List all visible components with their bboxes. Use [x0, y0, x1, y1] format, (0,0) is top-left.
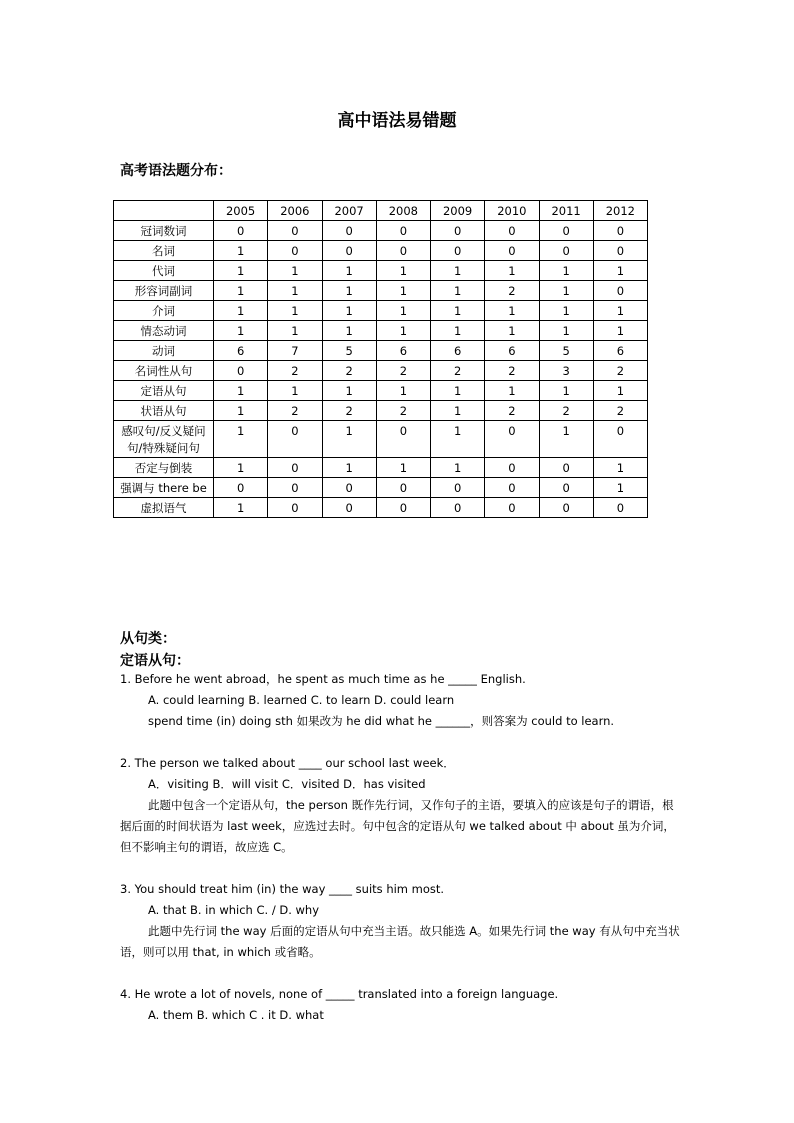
question-stem: 1. Before he went abroad，he spent as much time as he _____ English.: [120, 672, 526, 686]
count-cell: 1: [214, 381, 268, 401]
count-cell: 0: [593, 241, 647, 261]
count-cell: 1: [431, 261, 485, 281]
count-cell: 0: [593, 281, 647, 301]
count-cell: 6: [485, 341, 539, 361]
count-cell: 1: [376, 281, 430, 301]
count-cell: 2: [485, 361, 539, 381]
count-cell: 0: [431, 498, 485, 518]
count-cell: 0: [268, 241, 322, 261]
count-cell: 1: [431, 321, 485, 341]
count-cell: 0: [376, 241, 430, 261]
count-cell: 2: [539, 401, 593, 421]
count-cell: 1: [539, 321, 593, 341]
count-cell: 0: [322, 498, 376, 518]
question-1: [120, 669, 680, 732]
table-row: [114, 241, 648, 261]
question-options: A．visiting B．will visit C．visited D．has visited: [148, 777, 426, 791]
table-row: [114, 301, 648, 321]
count-cell: 6: [593, 341, 647, 361]
question-explanation: 此题中先行词 the way 后面的定语从句中充当主语。故只能选 A。如果先行词 the way 有从句中充当状语，则可以用 that, in which 或省略。: [120, 924, 680, 959]
section-heading-clauses: 从句类：: [120, 631, 176, 647]
count-cell: 0: [376, 498, 430, 518]
count-cell: 1: [593, 478, 647, 498]
category-label-cell: 定语从句: [114, 381, 214, 401]
count-cell: 0: [322, 221, 376, 241]
year-header-cell: 2010: [485, 201, 539, 221]
count-cell: 0: [539, 221, 593, 241]
year-header-cell: 2012: [593, 201, 647, 221]
question-explanation: spend time (in) doing sth 如果改为 he did what he ______，则答案为 could to learn.: [148, 714, 615, 728]
table-header-row: [114, 201, 648, 221]
question-stem: 4. He wrote a lot of novels, none of _____ translated into a foreign language.: [120, 987, 559, 1001]
question-2: [120, 753, 680, 858]
count-cell: 2: [322, 401, 376, 421]
count-cell: 1: [485, 321, 539, 341]
count-cell: 0: [268, 478, 322, 498]
count-cell: 2: [485, 281, 539, 301]
table-corner-cell: [114, 201, 214, 221]
count-cell: 1: [214, 401, 268, 421]
count-cell: 0: [431, 478, 485, 498]
year-header-cell: 2009: [431, 201, 485, 221]
count-cell: 0: [214, 361, 268, 381]
count-cell: 1: [539, 381, 593, 401]
count-cell: 0: [322, 478, 376, 498]
category-label-cell: 名词性从句: [114, 361, 214, 381]
table-row: [114, 381, 648, 401]
question-explanation: 此题中包含一个定语从句，the person 既作先行词，又作句子的主语，要填入的应该是句子的谓语，根据后面的时间状语为 last week，应选过去时。句中包含的定语从句 we talked about 中 about 虽为介词，但不影响主句的谓语，故应选 C。: [120, 798, 675, 854]
count-cell: 1: [268, 261, 322, 281]
year-header-cell: 2005: [214, 201, 268, 221]
count-cell: 1: [322, 381, 376, 401]
count-cell: 6: [376, 341, 430, 361]
count-cell: 1: [214, 421, 268, 458]
count-cell: 1: [322, 421, 376, 458]
count-cell: 1: [485, 261, 539, 281]
count-cell: 2: [431, 361, 485, 381]
count-cell: 1: [214, 281, 268, 301]
count-cell: 1: [214, 261, 268, 281]
count-cell: 0: [322, 241, 376, 261]
count-cell: 0: [539, 478, 593, 498]
question-stem: 3. You should treat him (in) the way ____ suits him most.: [120, 882, 445, 896]
count-cell: 1: [539, 281, 593, 301]
count-cell: 0: [376, 478, 430, 498]
table-row: [114, 498, 648, 518]
table-row: [114, 421, 648, 458]
count-cell: 0: [593, 221, 647, 241]
count-cell: 3: [539, 361, 593, 381]
category-label-cell: 介词: [114, 301, 214, 321]
year-header-cell: 2011: [539, 201, 593, 221]
question-3: [120, 879, 680, 963]
year-header-cell: 2008: [376, 201, 430, 221]
question-4: [120, 984, 680, 1026]
count-cell: 0: [485, 458, 539, 478]
count-cell: 1: [431, 401, 485, 421]
count-cell: 1: [322, 301, 376, 321]
category-label-cell: 情态动词: [114, 321, 214, 341]
count-cell: 0: [593, 498, 647, 518]
count-cell: 0: [431, 241, 485, 261]
question-options: A. them B. which C . it D. what: [148, 1008, 324, 1022]
category-label-cell: 虚拟语气: [114, 498, 214, 518]
count-cell: 0: [214, 221, 268, 241]
count-cell: 0: [268, 221, 322, 241]
count-cell: 1: [431, 458, 485, 478]
count-cell: 1: [485, 381, 539, 401]
count-cell: 0: [214, 478, 268, 498]
count-cell: 2: [322, 361, 376, 381]
count-cell: 0: [485, 241, 539, 261]
count-cell: 1: [322, 281, 376, 301]
table-row: [114, 361, 648, 381]
count-cell: 0: [539, 458, 593, 478]
count-cell: 5: [322, 341, 376, 361]
count-cell: 1: [214, 321, 268, 341]
count-cell: 1: [431, 421, 485, 458]
count-cell: 1: [539, 301, 593, 321]
count-cell: 1: [485, 301, 539, 321]
category-label-cell: 感叹句/反义疑问句/特殊疑问句: [114, 421, 214, 458]
count-cell: 0: [485, 221, 539, 241]
count-cell: 1: [593, 261, 647, 281]
year-header-cell: 2007: [322, 201, 376, 221]
count-cell: 1: [268, 321, 322, 341]
count-cell: 1: [376, 458, 430, 478]
category-label-cell: 冠词数词: [114, 221, 214, 241]
count-cell: 0: [539, 241, 593, 261]
category-label-cell: 动词: [114, 341, 214, 361]
page-title: 高中语法易错题: [337, 111, 457, 131]
category-label-cell: 形容词副词: [114, 281, 214, 301]
count-cell: 0: [268, 498, 322, 518]
section-heading-attributive: 定语从句：: [120, 653, 190, 669]
count-cell: 0: [485, 478, 539, 498]
count-cell: 0: [539, 498, 593, 518]
category-label-cell: 否定与倒装: [114, 458, 214, 478]
count-cell: 0: [593, 421, 647, 458]
year-header-cell: 2006: [268, 201, 322, 221]
count-cell: 2: [376, 361, 430, 381]
count-cell: 1: [214, 498, 268, 518]
count-cell: 1: [431, 281, 485, 301]
table-row: [114, 321, 648, 341]
count-cell: 1: [539, 421, 593, 458]
count-cell: 1: [593, 381, 647, 401]
count-cell: 6: [214, 341, 268, 361]
count-cell: 0: [485, 498, 539, 518]
question-options: A. could learning B. learned C. to learn D. could learn: [148, 693, 455, 707]
table-row: [114, 478, 648, 498]
count-cell: 0: [268, 458, 322, 478]
count-cell: 0: [268, 421, 322, 458]
table-row: [114, 341, 648, 361]
category-label-cell: 状语从句: [114, 401, 214, 421]
count-cell: 0: [431, 221, 485, 241]
count-cell: 1: [376, 321, 430, 341]
count-cell: 1: [539, 261, 593, 281]
count-cell: 1: [431, 381, 485, 401]
table-row: [114, 261, 648, 281]
count-cell: 6: [431, 341, 485, 361]
table-row: [114, 221, 648, 241]
count-cell: 7: [268, 341, 322, 361]
count-cell: 1: [593, 458, 647, 478]
count-cell: 2: [485, 401, 539, 421]
category-label-cell: 名词: [114, 241, 214, 261]
category-label-cell: 强调与 there be: [114, 478, 214, 498]
question-stem: 2. The person we talked about ____ our school last week．: [120, 756, 455, 770]
count-cell: 1: [376, 301, 430, 321]
count-cell: 1: [322, 458, 376, 478]
count-cell: 2: [593, 361, 647, 381]
count-cell: 2: [268, 361, 322, 381]
question-options: A. that B. in which C. / D. why: [148, 903, 320, 917]
count-cell: 2: [376, 401, 430, 421]
grammar-distribution-table: [113, 200, 648, 518]
table-row: [114, 401, 648, 421]
section-heading-distribution: 高考语法题分布：: [120, 163, 232, 179]
count-cell: 1: [376, 261, 430, 281]
count-cell: 1: [431, 301, 485, 321]
count-cell: 0: [376, 421, 430, 458]
count-cell: 1: [268, 281, 322, 301]
count-cell: 1: [214, 241, 268, 261]
category-label-cell: 代词: [114, 261, 214, 281]
count-cell: 0: [376, 221, 430, 241]
table-row: [114, 458, 648, 478]
count-cell: 1: [322, 321, 376, 341]
count-cell: 1: [322, 261, 376, 281]
count-cell: 2: [268, 401, 322, 421]
count-cell: 1: [268, 301, 322, 321]
count-cell: 1: [214, 458, 268, 478]
count-cell: 5: [539, 341, 593, 361]
count-cell: 1: [376, 381, 430, 401]
count-cell: 1: [593, 301, 647, 321]
table-row: [114, 281, 648, 301]
count-cell: 2: [593, 401, 647, 421]
count-cell: 1: [593, 321, 647, 341]
questions-block: [120, 669, 680, 1026]
count-cell: 0: [485, 421, 539, 458]
count-cell: 1: [268, 381, 322, 401]
count-cell: 1: [214, 301, 268, 321]
